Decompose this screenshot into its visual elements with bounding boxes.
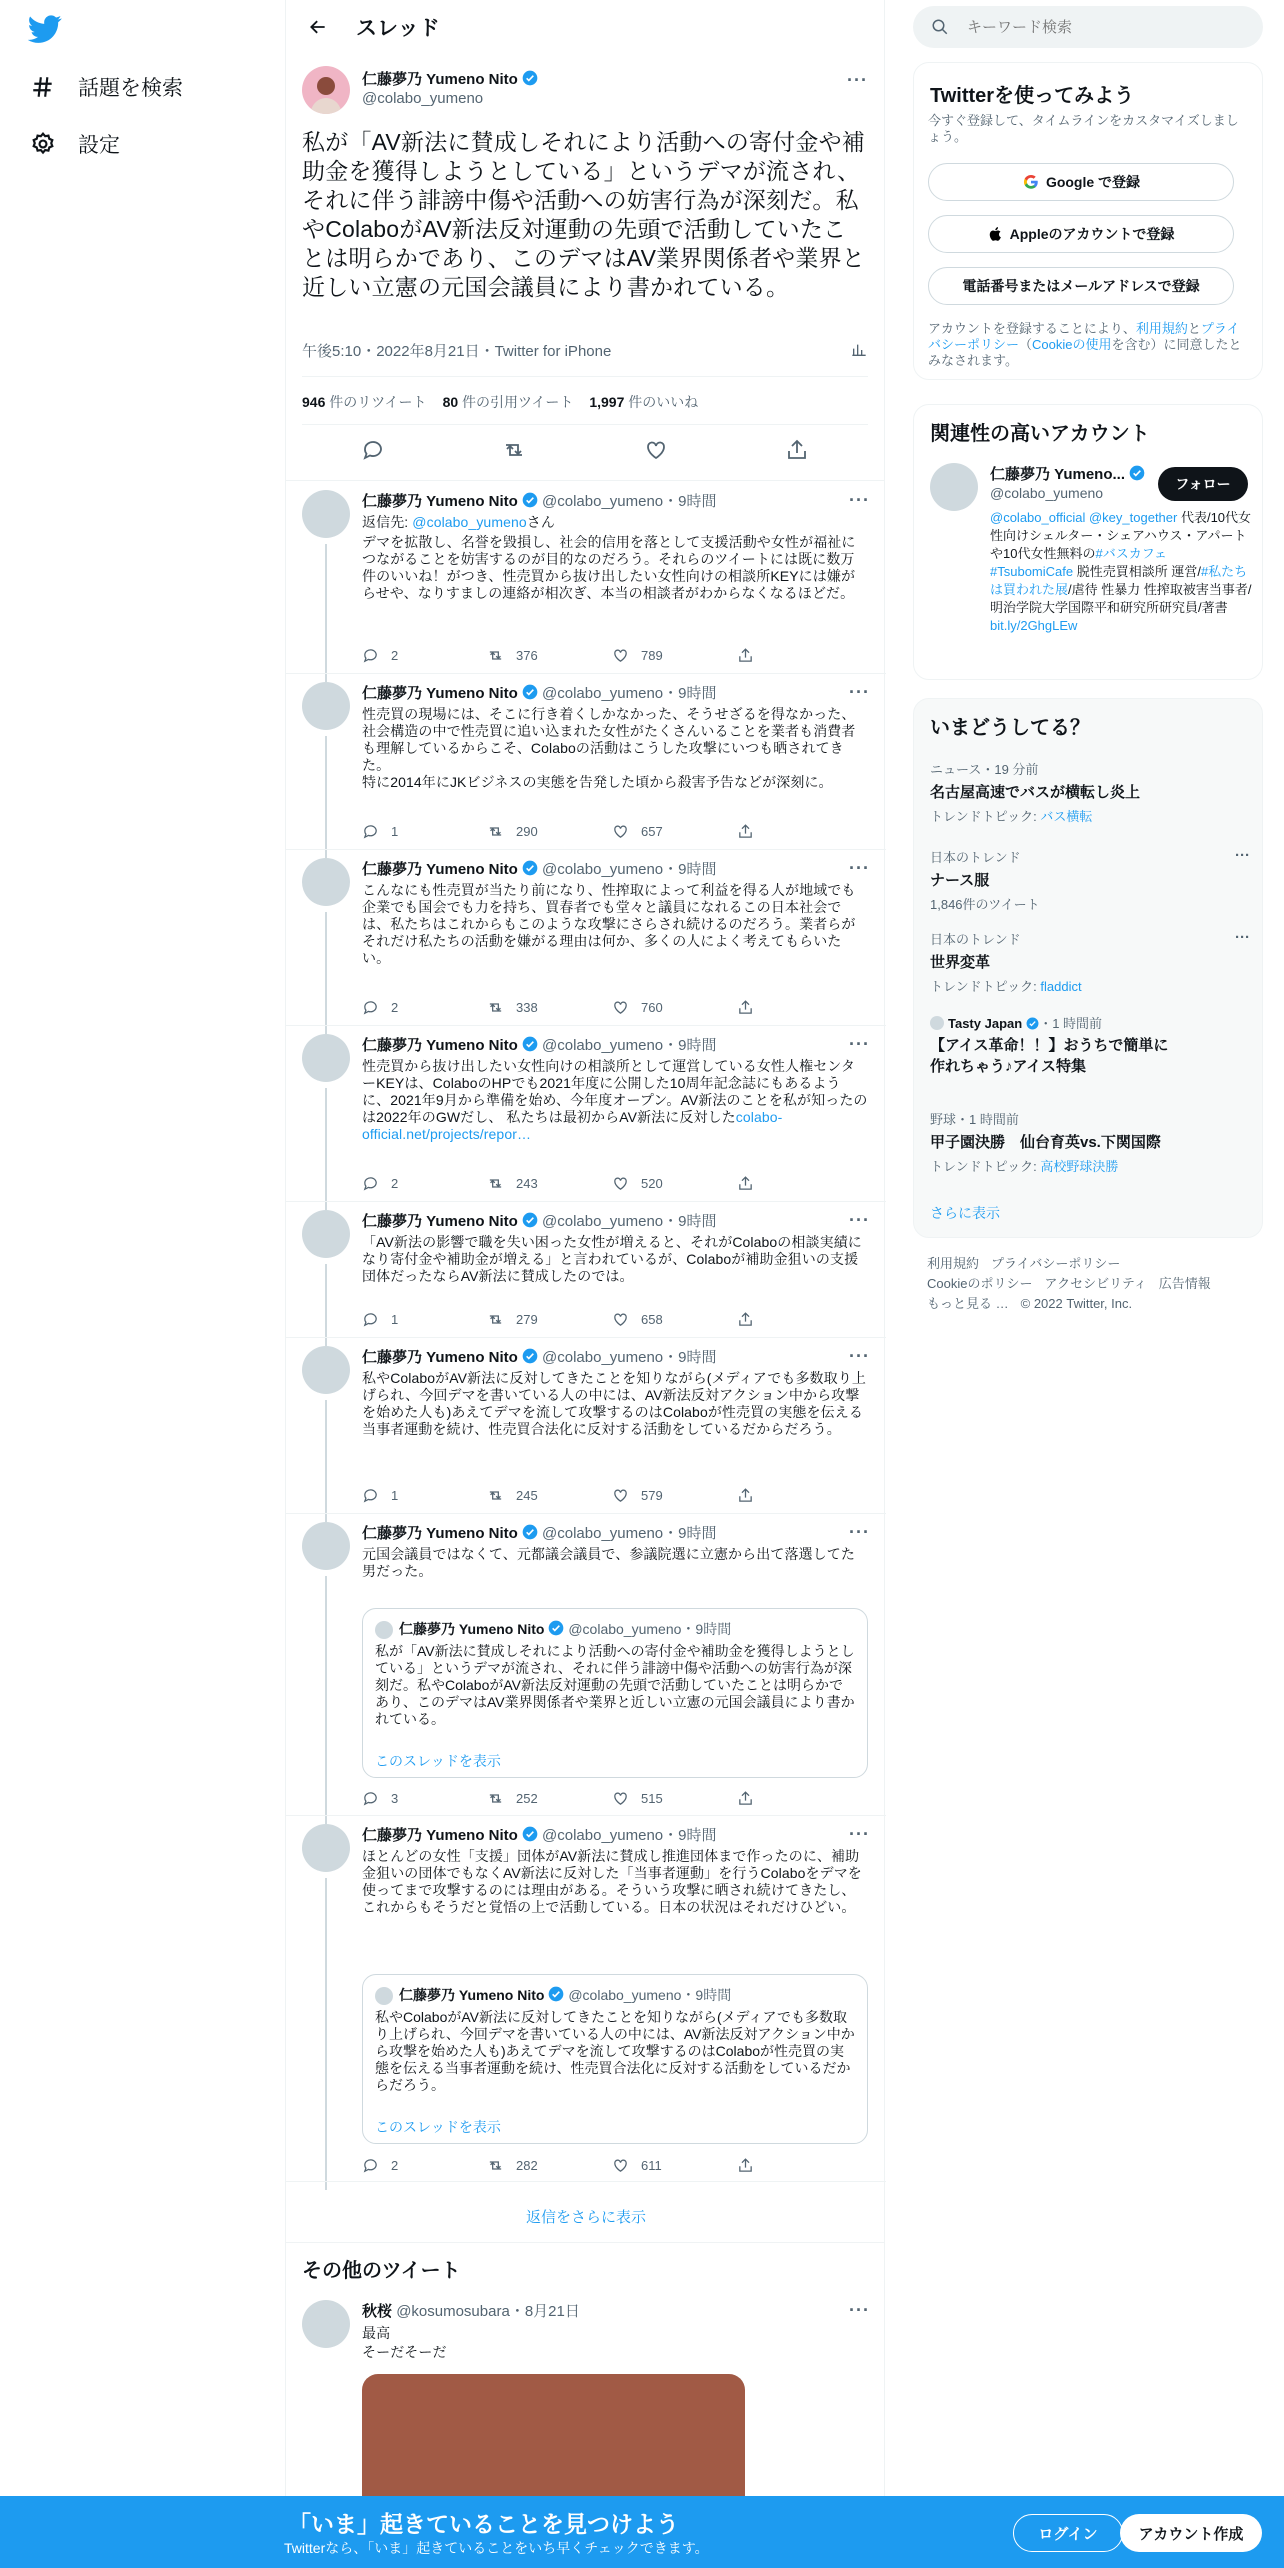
retweet-button[interactable]: 245 <box>487 1487 612 1504</box>
reply-tweet[interactable] <box>286 1514 886 1816</box>
trend-context: 日本のトレンド <box>930 850 1021 865</box>
verified-badge-icon <box>522 1524 538 1540</box>
apple-signup-button[interactable] <box>928 215 1234 253</box>
nav-explore[interactable] <box>30 67 183 107</box>
trend-item[interactable]: Tasty Japan ・1 時間前 【アイス革命！！】おうちで簡単に作れちゃう♪アイス特集 <box>930 1013 1250 1077</box>
reply-button[interactable]: 1 <box>362 1487 487 1504</box>
retweet-count[interactable]: 946 件のリツイート <box>302 394 427 410</box>
reply-button[interactable]: 2 <box>362 1175 487 1192</box>
verified-badge-icon <box>522 860 538 876</box>
avatar[interactable] <box>302 682 350 730</box>
tweet-actions <box>362 1175 782 1192</box>
heart-icon <box>612 1790 629 1807</box>
share-icon <box>737 823 754 840</box>
tweet-text: 性売買から抜け出したい女性向けの相談所として運営している女性人権センターKEYは、ColaboのHPでも2021年度に公開した10周年記念誌にもあるように、2021年9月から準備を始め、今年度オープン。AV新法のことを私が知ったのは2022年のGWだし、 私たちは最初からAV新法に反対したcolabo-official.net/projects/repor… <box>362 1058 868 1142</box>
divider <box>302 424 868 425</box>
retweet-icon <box>487 1175 504 1192</box>
author-name[interactable]: 仁藤夢乃 Yumeno Nito <box>362 1037 518 1054</box>
more-options-icon[interactable]: ··· <box>849 682 870 702</box>
trends-card <box>913 698 1263 1238</box>
verified-badge-icon <box>522 1826 538 1842</box>
search-input[interactable] <box>967 19 1227 36</box>
retweet-icon <box>487 647 504 664</box>
reply-button[interactable]: 2 <box>362 999 487 1016</box>
share-button[interactable] <box>737 823 766 840</box>
divider <box>302 376 868 377</box>
share-icon <box>737 1487 754 1504</box>
gear-icon <box>30 131 56 157</box>
replying-to: 返信先: @colabo_yumenoさん <box>362 514 555 530</box>
thread-line <box>325 1400 327 1522</box>
reply-icon[interactable] <box>361 438 385 462</box>
more-options-icon[interactable]: ··· <box>1235 929 1250 946</box>
bio-link[interactable]: #バスカフェ <box>1095 546 1168 561</box>
thread-line <box>325 1878 327 2190</box>
related-account-bio: @colabo_official @key_together 代表/10代女性向けシェルター・シェアハウス・アパートや10代女性無料の#バスカフェ #TsubomiCafe 脱性売買相談所 運営/#私たちは買われた展/虐待 性暴力 性搾取被害当事者/明治学院大学国際平和研究所研究員/著書bit.ly/2GhgLEw <box>990 510 1252 633</box>
tweet-time[interactable]: ・9時間 <box>663 1213 717 1230</box>
heart-icon <box>612 1175 629 1192</box>
retweet-button[interactable]: 338 <box>487 999 612 1016</box>
reply-icon <box>362 823 379 840</box>
apple-signup-label: Appleのアカウントで登録 <box>1009 226 1175 242</box>
footer-terms-link[interactable]: 利用規約 <box>927 1256 980 1271</box>
author-name[interactable]: 仁藤夢乃 Yumeno Nito <box>362 1349 518 1366</box>
share-button[interactable] <box>737 999 766 1016</box>
tweet-actions <box>362 647 782 664</box>
quoted-tweet[interactable] <box>362 1974 868 2144</box>
tweet-text: こんなにも性売買が当たり前になり、性搾取によって利益を得る人が地域でも企業でも国会でも力を持ち、買春者でも堂々と議員になれるこの日本社会では、私たちはこれからもこのような攻撃にさらされ続けるのだろう。業者らがそれだけ私たちの活動を嫌がる理由は何か、多くの人によく考えてもらいたい。 <box>362 882 856 966</box>
reply-button[interactable]: 2 <box>362 2157 487 2174</box>
retweet-icon <box>487 1311 504 1328</box>
retweet-icon <box>487 1487 504 1504</box>
retweet-icon <box>487 823 504 840</box>
trend-title: 甲子園決勝 仙台育英vs.下関国際 <box>930 1134 1161 1151</box>
like-button[interactable]: 515 <box>612 1790 737 1807</box>
tweet-text: 「AV新法の影響で職を失い困った女性が増えると、それがColaboの相談実績になり寄付金や補助金が増える」と言われているが、Colaboが補助金狙いの支援団体だったならAV新法に賛成したのでは。 <box>362 1234 862 1284</box>
reply-icon <box>362 1790 379 1807</box>
author-handle[interactable]: @colabo_yumeno <box>542 1349 664 1366</box>
tweet-time[interactable]: ・9時間 <box>663 685 717 702</box>
share-icon <box>737 2157 754 2174</box>
avatar[interactable] <box>302 66 350 114</box>
search-icon <box>931 18 949 36</box>
thread-header <box>286 0 886 54</box>
retweet-button[interactable]: 252 <box>487 1790 612 1807</box>
reply-tweet[interactable] <box>286 1026 886 1202</box>
like-button[interactable]: 658 <box>612 1311 737 1328</box>
bio-link[interactable]: @colabo_official <box>990 510 1086 525</box>
quoted-author-name: 仁藤夢乃 Yumeno Nito <box>399 1621 545 1637</box>
share-button[interactable] <box>737 647 766 664</box>
main-column <box>285 0 885 2568</box>
verified-badge-icon <box>522 70 538 86</box>
avatar <box>375 1987 393 2005</box>
trend-context: 日本のトレンド <box>930 932 1021 947</box>
quoted-tweet[interactable] <box>362 1608 868 1778</box>
retweet-button[interactable]: 282 <box>487 2157 612 2174</box>
nav-settings[interactable] <box>30 124 120 164</box>
tweet-time[interactable]: ・9時間 <box>663 493 717 510</box>
author-handle[interactable]: @colabo_yumeno <box>542 861 664 878</box>
bottom-signup-bar <box>0 2496 1284 2568</box>
arrow-left-icon <box>308 17 328 37</box>
signup-card <box>913 62 1263 380</box>
avatar[interactable] <box>302 2300 350 2348</box>
like-button[interactable]: 789 <box>612 647 737 664</box>
like-button[interactable]: 760 <box>612 999 737 1016</box>
thread-line <box>325 544 327 682</box>
bottom-bar-subtitle: Twitterなら、「いま」起きていることをいち早くチェックできます。 <box>284 2540 709 2556</box>
more-options-icon[interactable]: ··· <box>849 858 870 878</box>
retweet-button[interactable]: 290 <box>487 823 612 840</box>
verified-badge-icon <box>522 1348 538 1364</box>
share-button[interactable] <box>737 2157 766 2174</box>
other-tweet[interactable] <box>286 2292 886 2502</box>
reply-tweet[interactable] <box>286 482 886 674</box>
author-name[interactable]: 仁藤夢乃 Yumeno Nito <box>362 1525 518 1542</box>
thread-line <box>325 912 327 1034</box>
privacy-link[interactable]: プライバシーポリシー <box>928 321 1240 352</box>
trend-item[interactable]: 日本のトレンド 世界変革 トレンドトピック: fladdict ··· <box>930 929 1250 994</box>
related-title: 関連性の高いアカウント <box>930 423 1150 445</box>
trend-title: 世界変革 <box>930 954 991 971</box>
like-button[interactable]: 579 <box>612 1487 737 1504</box>
related-account-handle[interactable]: @colabo_yumeno <box>990 485 1104 501</box>
google-icon <box>1022 173 1040 191</box>
verified-badge-icon <box>1129 465 1145 481</box>
like-count[interactable]: 1,997 件のいいね <box>589 394 699 410</box>
author-handle[interactable]: @colabo_yumeno <box>542 1213 664 1230</box>
thread-line <box>325 1576 327 1824</box>
tweet-text: 私やColaboがAV新法に反対してきたことを知りながら(メディアでも多数取り上げられ、今回デマを書いている人の中には、AV新法反対アクション中から攻撃を始めた人も)あえてデマを流して攻撃するのはColaboが性売買の実態を伝える当事者運動を続け、性売買合法化に反対する活動をしているだからだろう。 <box>362 1370 866 1437</box>
trend-item[interactable]: 野球・1 時間前 甲子園決勝 仙台育英vs.下関国際 トレンドトピック: 高校野球決勝 <box>930 1109 1250 1175</box>
share-button[interactable] <box>737 1790 766 1807</box>
trend-topic-link[interactable]: 高校野球決勝 <box>1040 1159 1119 1174</box>
tweet-text: デマを拡散し、名誉を毀損し、社会的信用を落として支援活動や女性が福祉につながることを妨害するのが目的なのだろう。それらのツイートには既に数万件のいいね！がつき、性売買から抜け出したい女性向けの相談所KEYには嫌がらせや、なりすましの連絡が相次ぎ、本当の相談者がわからなくなるほどだ。 <box>362 534 856 601</box>
author-handle[interactable]: @colabo_yumeno <box>362 90 484 107</box>
author-name[interactable]: 秋桜 <box>362 2303 393 2320</box>
signup-terms: アカウントを登録することにより、利用規約とプライバシーポリシー（Cookieの使用を含む）に同意したとみなされます。 <box>928 321 1242 368</box>
signup-button[interactable]: アカウント作成 <box>1120 2514 1262 2552</box>
author-name-text: 仁藤夢乃 Yumeno Nito <box>362 71 518 88</box>
follow-button[interactable]: フォロー <box>1158 467 1248 501</box>
author-handle[interactable]: @colabo_yumeno <box>542 493 664 510</box>
tweet-time[interactable]: ・9時間 <box>663 1349 717 1366</box>
divider <box>286 2181 886 2182</box>
more-options-icon[interactable]: ··· <box>849 1824 870 1844</box>
trend-context: ニュース・19 分前 <box>930 762 1039 777</box>
footer-accessibility-link[interactable]: アクセシビリティ <box>1044 1276 1147 1291</box>
author-name[interactable]: 仁藤夢乃 Yumeno Nito <box>362 861 518 878</box>
more-options-icon[interactable]: ··· <box>849 1346 870 1366</box>
tweet-text: 最高 そーだそーだ <box>362 2325 447 2360</box>
footer-links <box>927 1254 1257 1314</box>
copyright: © 2022 Twitter, Inc. <box>1020 1296 1133 1311</box>
tweet-actions <box>362 1790 782 1807</box>
reply-icon <box>362 1311 379 1328</box>
reply-button[interactable]: 1 <box>362 1311 487 1328</box>
avatar[interactable] <box>302 1824 350 1872</box>
trend-title: 【アイス革命！！】おうちで簡単に作れちゃう♪アイス特集 <box>930 1037 1169 1075</box>
left-nav <box>0 0 285 2568</box>
avatar[interactable] <box>302 1522 350 1570</box>
hashtag-icon <box>30 74 56 100</box>
tweet-text: 私が「AV新法に賛成しそれにより活動への寄付金や補助金を獲得しようとしている」というデマが流され、それに伴う誹謗中傷や活動への妨害行為が深刻だ。私やColaboがAV新法反対運動の先頭で活動していたことは明らかであり、このデマはAV業界関係者や業界と近しい立憲の元国会議員により書かれている。 <box>302 129 865 300</box>
trend-item[interactable]: ニュース・19 分前 名古屋高速でバスが横転し炎上 トレンドトピック: バス横転 <box>930 759 1250 825</box>
footer-more-link[interactable]: もっと見る … <box>927 1296 1009 1311</box>
signup-title: Twitterを使ってみよう <box>930 85 1135 107</box>
share-icon[interactable] <box>785 438 809 462</box>
trend-context: 野球・1 時間前 <box>930 1112 1019 1127</box>
verified-badge-icon <box>522 1212 538 1228</box>
quoted-author-handle: @colabo_yumeno <box>568 1621 682 1637</box>
reply-icon <box>362 647 379 664</box>
reply-tweet[interactable] <box>286 1816 886 2182</box>
trend-count: 1,846件のツイート <box>930 897 1040 912</box>
tweet-text: 元国会議員ではなくて、元都議会議員で、参議院選に立憲から出て落選してた男だった。 <box>362 1546 855 1579</box>
heart-icon[interactable] <box>644 438 668 462</box>
tweet-actions <box>362 1311 782 1328</box>
like-button[interactable]: 611 <box>612 2157 737 2174</box>
avatar[interactable] <box>302 1210 350 1258</box>
more-options-icon[interactable]: ··· <box>849 1210 870 1230</box>
avatar[interactable] <box>302 490 350 538</box>
trend-topic-link[interactable]: fladdict <box>1040 979 1082 994</box>
share-button[interactable] <box>737 1311 766 1328</box>
twitter-logo-icon[interactable] <box>28 12 68 46</box>
avatar[interactable] <box>302 1346 350 1394</box>
more-options-icon[interactable]: ··· <box>849 2300 870 2320</box>
tweet-time[interactable]: ・9時間 <box>663 1525 717 1542</box>
tweet-actions <box>362 999 782 1016</box>
trend-topic-link[interactable]: バス横転 <box>1040 809 1093 824</box>
retweet-button[interactable]: 376 <box>487 647 612 664</box>
heart-icon <box>612 1311 629 1328</box>
reply-tweet[interactable] <box>286 1202 886 1338</box>
bio-link[interactable]: @key_together <box>1088 510 1178 525</box>
nav-explore-label: 話題を検索 <box>78 77 183 100</box>
google-signup-button[interactable] <box>928 163 1234 201</box>
related-accounts-card <box>913 404 1263 680</box>
author-name[interactable]: 仁藤夢乃 Yumeno Nito <box>362 1827 518 1844</box>
author-handle[interactable]: @colabo_yumeno <box>542 1525 664 1542</box>
back-button[interactable] <box>300 9 336 45</box>
thread-line <box>325 1264 327 1346</box>
more-options-icon[interactable]: ··· <box>849 490 870 510</box>
analytics-icon[interactable] <box>851 342 867 358</box>
reply-button[interactable]: 3 <box>362 1790 487 1807</box>
reply-button[interactable]: 1 <box>362 823 487 840</box>
heart-icon <box>612 1487 629 1504</box>
reply-icon <box>362 2157 379 2174</box>
divider <box>286 2242 884 2243</box>
bio-link[interactable]: #TsubomiCafe <box>990 564 1074 579</box>
tweet-actions <box>362 2157 782 2174</box>
like-button[interactable]: 520 <box>612 1175 737 1192</box>
verified-badge-icon <box>548 1986 564 2002</box>
footer-cookie-link[interactable]: Cookieのポリシー <box>927 1276 1033 1291</box>
tweet-time[interactable]: ・9時間 <box>663 861 717 878</box>
trend-item[interactable] <box>930 847 1250 913</box>
heart-icon <box>612 823 629 840</box>
more-options-icon[interactable]: ··· <box>849 1034 870 1054</box>
share-icon <box>737 1311 754 1328</box>
quoted-time: ・9時間 <box>681 1987 732 2003</box>
retweet-icon[interactable] <box>502 438 526 462</box>
tweet-meta[interactable]: 午後5:10・2022年8月21日・Twitter for iPhone <box>302 343 612 360</box>
trend-title: ナース服 <box>930 872 990 889</box>
share-icon <box>737 999 754 1016</box>
tweet-actions <box>302 438 868 462</box>
bio-link[interactable]: bit.ly/2GhgLEw <box>990 618 1078 633</box>
divider <box>286 480 884 481</box>
share-icon <box>737 647 754 664</box>
more-options-icon[interactable]: ··· <box>847 70 868 90</box>
heart-icon <box>612 647 629 664</box>
quoted-author-name: 仁藤夢乃 Yumeno Nito <box>399 1987 545 2003</box>
tweet-actions <box>362 1487 782 1504</box>
tweet-link[interactable]: colabo-official.net/projects/repor… <box>362 1109 783 1142</box>
footer-privacy-link[interactable]: プライバシーポリシー <box>991 1256 1121 1271</box>
author-name[interactable]: 仁藤夢乃 Yumeno Nito <box>362 685 518 702</box>
footer-ads-link[interactable]: 広告情報 <box>1158 1276 1211 1291</box>
reply-tweet[interactable] <box>286 850 886 1026</box>
verified-badge-icon <box>1026 1017 1039 1030</box>
reply-tweet[interactable] <box>286 1338 886 1514</box>
other-tweets-title: その他のツイート <box>302 2260 461 2282</box>
retweet-icon <box>487 1790 504 1807</box>
quoted-text: 私やColaboがAV新法に反対してきたことを知りながら(メディアでも多数取り上げられ、今回デマを書いている人の中には、AV新法反対アクション中から攻撃を始めた人も)あえてデマを流して攻撃するのはColaboが性売買の実態を伝える当事者運動を続け、性売買合法化に反対する活動をしているだからだろう。 <box>375 2009 855 2093</box>
quoted-author-handle: @colabo_yumeno <box>568 1987 682 2003</box>
author-handle[interactable]: @colabo_yumeno <box>542 1827 664 1844</box>
quoted-time: ・9時間 <box>681 1621 732 1637</box>
tweet-text: ほとんどの女性「支援」団体がAV新法に賛成し推進団体まで作ったのに、補助金狙いの団体でもなくAV新法に反対した「当事者運動」を行うColaboをデマを使ってまで攻撃するのには理由がある。そういう攻撃に晒され続けてきたし、これからもそうだと覚悟の上で活動している。日本の状況はそれだけひどい。 <box>362 1848 862 1915</box>
search-bar[interactable] <box>913 6 1263 48</box>
author-name[interactable]: 仁藤夢乃 Yumeno Nito <box>362 493 518 510</box>
tweet-stats <box>302 392 698 412</box>
quote-count[interactable]: 80 件の引用ツイート <box>442 394 574 410</box>
page-title: スレッド <box>356 17 440 40</box>
terms-link[interactable]: 利用規約 <box>1135 321 1188 336</box>
bio-link[interactable]: #私たちは買われた展 <box>990 564 1248 597</box>
tweet-time[interactable]: ・9時間 <box>663 1827 717 1844</box>
quoted-text: 私が「AV新法に賛成しそれにより活動への寄付金や補助金を獲得しようとしている」というデマが流され、それに伴う誹謗中傷や活動への妨害行為が深刻だ。私やColaboがAV新法反対運動の先頭で活動していたことは明らかであり、このデマはAV業界関係者や業界と近しい立憲の元国会議員により書かれている。 <box>375 1643 855 1727</box>
reply-icon <box>362 1487 379 1504</box>
retweet-icon <box>487 999 504 1016</box>
share-button[interactable] <box>737 1175 766 1192</box>
show-thread-link[interactable]: このスレッドを表示 <box>375 1753 501 1769</box>
cookie-link[interactable]: Cookieの使用 <box>1032 337 1112 352</box>
avatar[interactable] <box>930 463 978 511</box>
author-handle[interactable]: @kosumosubara <box>396 2303 510 2320</box>
retweet-icon <box>487 2157 504 2174</box>
reply-icon <box>362 999 379 1016</box>
reply-button[interactable]: 2 <box>362 647 487 664</box>
trends-show-more[interactable]: さらに表示 <box>930 1205 1000 1221</box>
google-signup-label: Google で登録 <box>1045 174 1141 190</box>
heart-icon <box>612 999 629 1016</box>
phone-email-signup-button[interactable]: 電話番号またはメールアドレスで登録 <box>928 267 1234 305</box>
bottom-bar-title: 「いま」起きていることを見つけよう <box>288 2511 679 2537</box>
retweet-button[interactable]: 279 <box>487 1311 612 1328</box>
more-options-icon[interactable]: ··· <box>849 1522 870 1542</box>
share-icon <box>737 1790 754 1807</box>
verified-badge-icon <box>522 1036 538 1052</box>
avatar <box>930 1016 944 1030</box>
share-icon <box>737 1175 754 1192</box>
reply-tweet[interactable] <box>286 674 886 850</box>
retweet-button[interactable]: 243 <box>487 1175 612 1192</box>
thread-line <box>325 736 327 858</box>
author-handle[interactable]: @colabo_yumeno <box>542 685 664 702</box>
like-button[interactable]: 657 <box>612 823 737 840</box>
apple-icon <box>988 226 1004 242</box>
author-handle[interactable]: @colabo_yumeno <box>542 1037 664 1054</box>
thread-line <box>325 1088 327 1210</box>
heart-icon <box>612 2157 629 2174</box>
verified-badge-icon <box>522 684 538 700</box>
reply-icon <box>362 1175 379 1192</box>
show-more-replies[interactable]: 返信をさらに表示 <box>525 2209 646 2226</box>
replying-to-handle[interactable]: @colabo_yumeno <box>412 514 527 530</box>
show-thread-link[interactable]: このスレッドを表示 <box>375 2119 501 2135</box>
tweet-actions <box>362 823 782 840</box>
signup-subtitle: 今すぐ登録して、タイムラインをカスタマイズしましょう。 <box>928 113 1239 144</box>
tweet-text: 性売買の現場には、そこに行き着くしかなかった、そうせざるを得なかった、社会構造の中で性売買に追い込まれた女性がたくさんいることを業者も消費者も理解しているからこそ、Colaboの活動はこうした攻撃にいつも晒されてきた。 特に2014年にJKビジネスの実態を告発した頃から殺害予告などが深刻に。 <box>362 706 856 790</box>
nav-settings-label: 設定 <box>78 134 120 157</box>
trends-title: いまどうしてる？ <box>930 717 1090 739</box>
share-button[interactable] <box>737 1487 766 1504</box>
avatar[interactable] <box>302 1034 350 1082</box>
related-account-name[interactable]: 仁藤夢乃 Yumeno... <box>990 463 1145 484</box>
avatar[interactable] <box>302 858 350 906</box>
author-name[interactable] <box>362 68 538 89</box>
verified-badge-icon <box>522 492 538 508</box>
login-button[interactable]: ログイン <box>1013 2514 1123 2552</box>
tweet-time[interactable]: ・8月21日 <box>509 2303 580 2320</box>
verified-badge-icon <box>548 1620 564 1636</box>
tweet-time[interactable]: ・9時間 <box>663 1037 717 1054</box>
trend-title: 名古屋高速でバスが横転し炎上 <box>930 784 1141 801</box>
more-options-icon[interactable]: ··· <box>1235 847 1250 864</box>
avatar <box>375 1621 393 1639</box>
author-name[interactable]: 仁藤夢乃 Yumeno Nito <box>362 1213 518 1230</box>
